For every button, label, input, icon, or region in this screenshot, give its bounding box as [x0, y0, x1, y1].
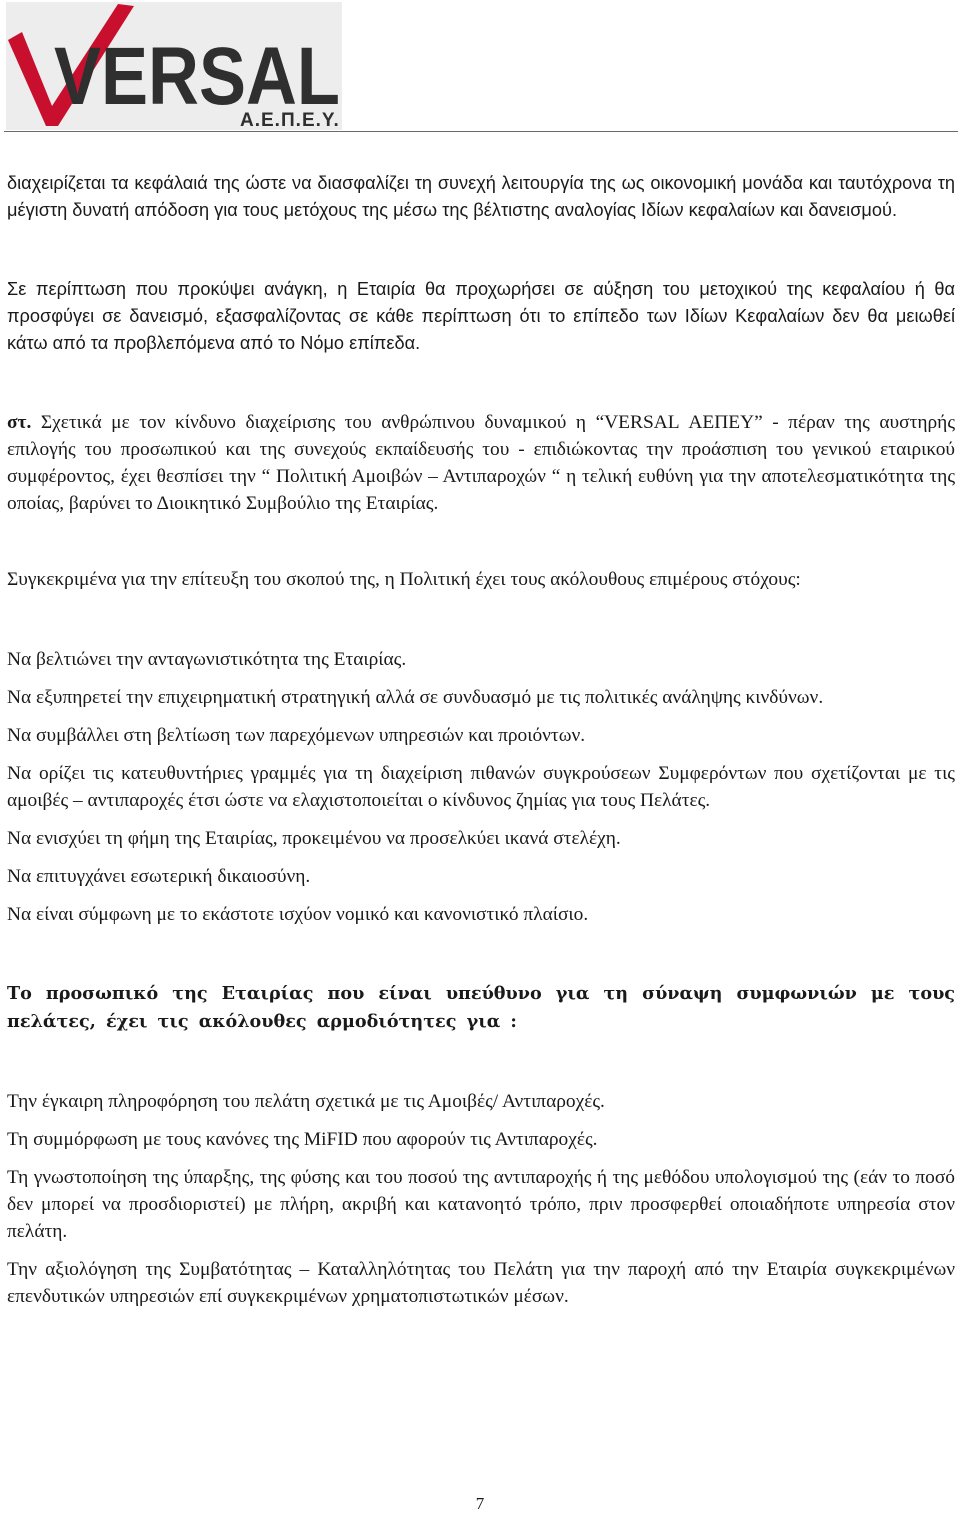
logo-brand-text: VERSAL — [54, 31, 340, 122]
paragraph-human-resources-risk — [7, 409, 955, 517]
section-label: στ. — [7, 412, 32, 433]
list-item: Να εξυπηρετεί την επιχειρηματική στρατηγική αλλά σε συνδυασμό με τις πολιτικές ανάληψης κινδύνων. — [7, 687, 824, 708]
versal-logo-graphic — [6, 2, 342, 130]
list-item: Να ενισχύει τη φήμη της Εταιρίας, προκειμένου να προσελκύει ικανά στελέχη. — [7, 828, 621, 849]
list-item: Την αξιολόγηση της Συμβατότητας – Καταλληλότητας του Πελάτη για την παροχή από την Εταιρία συγκεκριμένων επενδυτικών υπηρεσιών επί συγκεκριμένων χρηματοπιστωτικών μέσων. — [7, 1259, 955, 1307]
document-body — [7, 170, 955, 1321]
list-item: Τη γνωστοποίηση της ύπαρξης, της φύσης και του ποσού της αντιπαροχής ή της μεθόδου υπολογισμού της (εάν το ποσό δεν μπορεί να προσδιοριστεί) με πλήρη, ακριβή και κατανοητό τρόπο, πριν προσφερθεί οποιαδήποτε υπηρεσία στον πελάτη. — [7, 1167, 955, 1242]
page-header — [0, 0, 960, 135]
responsibilities-list — [7, 1088, 955, 1310]
versal-logo — [6, 2, 342, 130]
list-item: Τη συμμόρφωση με τους κανόνες της MiFID που αφορούν τις Αντιπαροχές. — [7, 1129, 598, 1150]
page-number: 7 — [475, 1494, 485, 1513]
list-item: Την έγκαιρη πληροφόρηση του πελάτη σχετικά με τις Αμοιβές/ Αντιπαροχές. — [7, 1091, 605, 1112]
paragraph-policy-goals-intro: Συγκεκριμένα για την επίτευξη του σκοπού της, η Πολιτική έχει τους ακόλουθους επιμέρους στόχους: — [7, 569, 801, 590]
list-item: Να βελτιώνει την ανταγωνιστικότητα της Εταιρίας. — [7, 649, 407, 670]
paragraph-capital-management: διαχειρίζεται τα κεφάλαιά της ώστε να διασφαλίζει τη συνεχή λειτουργία της ως οικονομική μονάδα και ταυτόχρονα τη μέγιστη δυνατή απόδοση για τους μετόχους της μέσω της βέλτιστης αναλογίας Ιδίων κεφαλαίων και δανεισμού. — [7, 173, 955, 220]
header-divider — [4, 131, 958, 132]
list-item: Να είναι σύμφωνη με το εκάστοτε ισχύον νομικό και κανονιστικό πλαίσιο. — [7, 904, 589, 925]
logo-subtitle-text: Α.Ε.Π.Ε.Υ. — [240, 110, 340, 130]
staff-responsibilities-heading: Το προσωπικό της Εταιρίας που είναι υπεύθυνο για τη σύναψη συμφωνιών με τους πελάτες, έχει τις ακόλουθες αρμοδιότητες για : — [7, 983, 955, 1032]
list-item: Να επιτυγχάνει εσωτερική δικαιοσύνη. — [7, 866, 311, 887]
section-text: Σχετικά με τον κίνδυνο διαχείρισης του ανθρώπινου δυναμικού η “VERSAL ΑΕΠΕΥ” - πέραν της αυστηρής επιλογής του προσωπικού και της συνεχούς εκπαίδευσής του - επιδιώκοντας την προάσπιση του γενικού εταιρικού συμφέροντος, έχει θεσπίσει την “ Πολιτική Αμοιβών – Αντιπαροχών “ η τελική ευθύνη για την αποτελεσματικότητα της οποίας, βαρύνει το Διοικητικό Συμβούλιο της Εταιρίας. — [7, 412, 955, 514]
list-item: Να συμβάλλει στη βελτίωση των παρεχόμενων υπηρεσιών και προιόντων. — [7, 725, 586, 746]
list-item: Να ορίζει τις κατευθυντήριες γραμμές για τη διαχείριση πιθανών συγκρούσεων Συμφερόντων που σχετίζονται με τις αμοιβές – αντιπαροχές έτσι ώστε να ελαχιστοποιείται ο κίνδυνος ζημίας για τους Πελάτες. — [7, 763, 955, 811]
policy-goals-list — [7, 646, 955, 928]
paragraph-capital-increase: Σε περίπτωση που προκύψει ανάγκη, η Εταιρία θα προχωρήσει σε αύξηση του μετοχικού της κεφαλαίου ή θα προσφύγει σε δανεισμό, εξασφαλίζοντας σε κάθε περίπτωση ότι το επίπεδο των Ιδίων Κεφαλαίων δεν θα μειωθεί κάτω από τα προβλεπόμενα από το Νόμο επίπεδα. — [7, 279, 955, 353]
